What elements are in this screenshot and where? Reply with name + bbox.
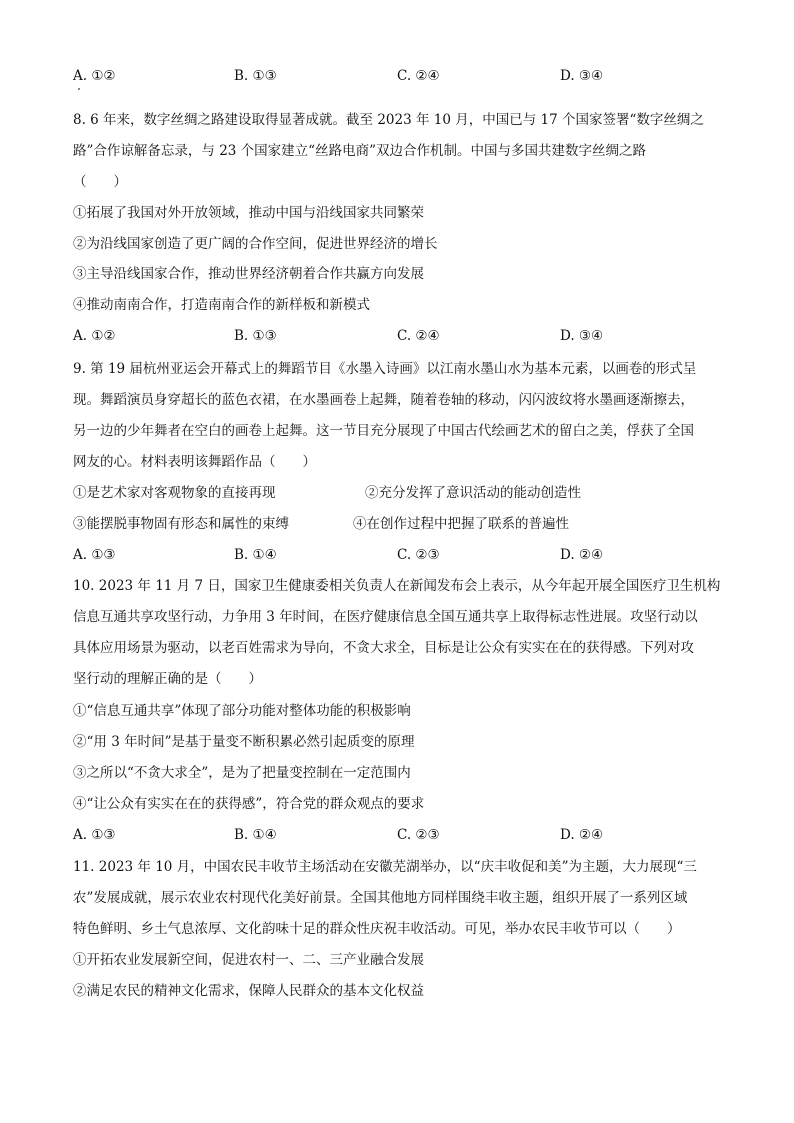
q10-option-b[interactable]: B. ①④ (234, 827, 277, 843)
q9-stem-line-1: 9. 第 19 届杭州亚运会开幕式上的舞蹈节目《水墨入诗画》以江南水墨山水为基本元素，以画卷的形式呈 (73, 361, 697, 377)
q9-item-2: ②充分发挥了意识活动的能动创造性 (365, 485, 581, 501)
q7-option-a[interactable]: A. ①② (73, 68, 116, 84)
q10-item-2: ②“用 3 年时间”是基于量变不断积累必然引起质变的原理 (73, 734, 415, 750)
q10-stem-line-1: 10. 2023 年 11 月 7 日，国家卫生健康委相关负责人在新闻发布会上表示，从今年起开展全国医疗卫生机构 (73, 578, 721, 594)
q11-stem-line-1: 11. 2023 年 10 月，中国农民丰收节主场活动在安徽芜湖举办，以“庆丰收促和美”为主题，大力展现“三 (73, 859, 697, 875)
q11-item-2: ②满足农民的精神文化需求，保障人民群众的基本文化权益 (73, 983, 424, 999)
q10-option-d[interactable]: D. ②④ (560, 827, 604, 843)
q8-option-d[interactable]: D. ③④ (560, 328, 604, 344)
q11-stem-line-3: 特色鲜明、乡土气息浓厚、文化韵味十足的群众性庆祝丰收活动。可见，举办农民丰收节可以（ ） (73, 921, 681, 937)
q7-option-c[interactable]: C. ②④ (397, 68, 440, 84)
q9-items-row-2 (73, 515, 723, 533)
q9-option-c[interactable]: C. ②③ (397, 547, 440, 563)
q7-option-b[interactable]: B. ①③ (234, 68, 277, 84)
q9-option-d[interactable]: D. ②④ (560, 547, 604, 563)
q8-option-b[interactable]: B. ①③ (234, 328, 277, 344)
q9-item-1: ①是艺术家对客观物象的直接再现 (73, 485, 276, 501)
q9-stem-line-2: 现。舞蹈演员身穿超长的蓝色衣裙，在水墨画卷上起舞，随着卷轴的移动，闪闪波纹将水墨画逐渐擦去， (73, 392, 694, 408)
q8-option-a[interactable]: A. ①② (73, 328, 116, 344)
q11-item-1: ①开拓农业发展新空间，促进农村一、二、三产业融合发展 (73, 952, 424, 968)
q10-stem-line-3: 具体应用场景为驱动，以老百姓需求为导向，不贪大求全，目标是让公众有实实在在的获得感。下列对攻 (73, 640, 694, 656)
decorative-dot (78, 88, 80, 90)
q9-items-row-1 (73, 484, 723, 502)
q9-item-4: ④在创作过程中把握了联系的普遍性 (353, 516, 569, 532)
q8-option-c[interactable]: C. ②④ (397, 328, 440, 344)
q10-item-3: ③之所以“不贪大求全”，是为了把量变控制在一定范围内 (73, 765, 411, 781)
q10-option-c[interactable]: C. ②③ (397, 827, 440, 843)
q10-stem-line-2: 信息互通共享攻坚行动，力争用 3 年时间，在医疗健康信息全国互通共享上取得标志性进展。攻坚行动以 (73, 609, 698, 625)
q8-item-1: ①拓展了我国对外开放领域，推动中国与沿线国家共同繁荣 (73, 205, 424, 221)
q8-item-4: ④推动南南合作，打造南南合作的新样板和新模式 (73, 297, 370, 313)
q8-item-2: ②为沿线国家创造了更广阔的合作空间，促进世界经济的增长 (73, 236, 438, 252)
q11-stem-line-2: 农”发展成就，展示农业农村现代化美好前景。全国其他地方同样围绕丰收主题，组织开展了一系列区域 (73, 890, 688, 906)
q10-item-4: ④“让公众有实实在在的获得感”，符合党的群众观点的要求 (73, 796, 425, 812)
q8-options (73, 327, 723, 345)
q9-option-b[interactable]: B. ①④ (234, 547, 277, 563)
q7-option-d[interactable]: D. ③④ (560, 68, 604, 84)
q9-option-a[interactable]: A. ①③ (73, 547, 116, 563)
q9-stem-line-3: 另一边的少年舞者在空白的画卷上起舞。这一节目充分展现了中国古代绘画艺术的留白之美，俘获了全国 (73, 423, 694, 439)
q8-stem-line-3: （ ） (73, 174, 127, 190)
q7-options (73, 67, 723, 85)
q8-stem-line-2: 路”合作谅解备忘录，与 23 个国家建立“丝路电商”双边合作机制。中国与多国共建数字丝绸之路 (73, 143, 646, 159)
q8-stem-line-1: 8. 6 年来，数字丝绸之路建设取得显著成就。截至 2023 年 10 月，中国已与 17 个国家签署“数字丝绸之 (73, 112, 704, 128)
q10-options (73, 826, 723, 844)
q8-item-3: ③主导沿线国家合作，推动世界经济朝着合作共赢方向发展 (73, 266, 424, 282)
q10-option-a[interactable]: A. ①③ (73, 827, 116, 843)
q10-stem-line-4: 坚行动的理解正确的是（ ） (73, 671, 262, 687)
q9-stem-line-4: 网友的心。材料表明该舞蹈作品（ ） (73, 454, 316, 470)
q9-options (73, 546, 723, 564)
q10-item-1: ①“信息互通共享”体现了部分功能对整体功能的积极影响 (73, 703, 411, 719)
q9-item-3: ③能摆脱事物固有形态和属性的束缚 (73, 516, 289, 532)
